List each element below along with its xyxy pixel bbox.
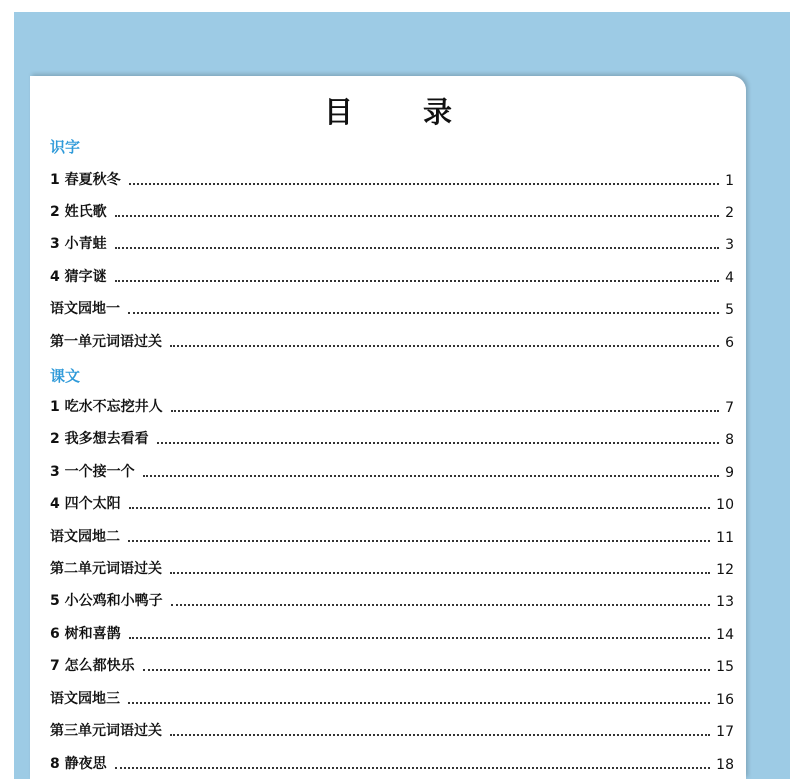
toc-entry[interactable] (50, 556, 734, 578)
entry-title: 第一单元词语过关 (50, 334, 162, 350)
entry-page-number: 7 (725, 400, 734, 416)
toc-entry[interactable] (50, 394, 734, 416)
entry-title: 3 小青蛙 (50, 236, 107, 252)
toc-entry[interactable] (50, 588, 734, 610)
toc-entry[interactable] (50, 653, 734, 675)
entry-title: 第二单元词语过关 (50, 561, 162, 577)
dot-leader (129, 507, 711, 509)
entry-page-number: 12 (716, 562, 734, 578)
toc-entry[interactable] (50, 751, 734, 773)
entry-page-number: 5 (725, 302, 734, 318)
toc-entry[interactable] (50, 264, 734, 286)
dot-leader (157, 442, 719, 444)
toc-entry[interactable] (50, 718, 734, 740)
dot-leader (171, 604, 711, 606)
entry-page-number: 17 (716, 724, 734, 740)
dot-leader (115, 215, 719, 217)
entry-title: 6 树和喜鹊 (50, 626, 121, 642)
entry-title: 3 一个接一个 (50, 464, 135, 480)
dot-leader (171, 410, 719, 412)
dot-leader (143, 669, 711, 671)
toc-entry[interactable] (50, 329, 734, 351)
entry-title: 4 四个太阳 (50, 496, 121, 512)
entry-title: 8 静夜思 (50, 756, 107, 772)
toc-entry[interactable] (50, 686, 734, 708)
dot-leader (115, 247, 719, 249)
entry-page-number: 11 (716, 530, 734, 546)
toc-page (30, 76, 746, 779)
entry-title: 7 怎么都快乐 (50, 658, 135, 674)
entry-title: 第三单元词语过关 (50, 723, 162, 739)
entry-page-number: 8 (725, 432, 734, 448)
dot-leader (128, 312, 719, 314)
entry-page-number: 13 (716, 594, 734, 610)
entry-title: 4 猜字谜 (50, 269, 107, 285)
dot-leader (115, 767, 711, 769)
toc-entry[interactable] (50, 491, 734, 513)
entry-title: 1 春夏秋冬 (50, 172, 121, 188)
entry-title: 语文园地三 (50, 691, 120, 707)
entry-title: 2 姓氏歌 (50, 204, 107, 220)
toc-entry[interactable] (50, 167, 734, 189)
entry-title: 1 吃水不忘挖井人 (50, 399, 163, 415)
entry-page-number: 4 (725, 270, 734, 286)
section-heading-kewen: 课文 (50, 367, 81, 385)
entry-page-number: 18 (716, 757, 734, 773)
dot-leader (115, 280, 719, 282)
toc-entry[interactable] (50, 621, 734, 643)
entry-page-number: 2 (725, 205, 734, 221)
entry-page-number: 3 (725, 237, 734, 253)
entry-page-number: 9 (725, 465, 734, 481)
toc-entry[interactable] (50, 296, 734, 318)
entry-page-number: 1 (725, 173, 734, 189)
page-title: 目 录 (323, 95, 483, 129)
entry-page-number: 14 (716, 627, 734, 643)
entry-page-number: 6 (725, 335, 734, 351)
toc-entry[interactable] (50, 524, 734, 546)
entry-title: 2 我多想去看看 (50, 431, 149, 447)
dot-leader (128, 540, 710, 542)
toc-entry[interactable] (50, 426, 734, 448)
dot-leader (129, 637, 711, 639)
dot-leader (170, 345, 719, 347)
dot-leader (170, 572, 710, 574)
entry-title: 语文园地一 (50, 301, 120, 317)
dot-leader (170, 734, 710, 736)
dot-leader (129, 183, 719, 185)
section-heading-shizi: 识字 (50, 138, 81, 156)
toc-entry[interactable] (50, 459, 734, 481)
toc-entry[interactable] (50, 199, 734, 221)
entry-page-number: 16 (716, 692, 734, 708)
entry-page-number: 15 (716, 659, 734, 675)
dot-leader (143, 475, 719, 477)
entry-title: 语文园地二 (50, 529, 120, 545)
dot-leader (128, 702, 710, 704)
toc-entry[interactable] (50, 231, 734, 253)
entry-page-number: 10 (716, 497, 734, 513)
entry-title: 5 小公鸡和小鸭子 (50, 593, 163, 609)
